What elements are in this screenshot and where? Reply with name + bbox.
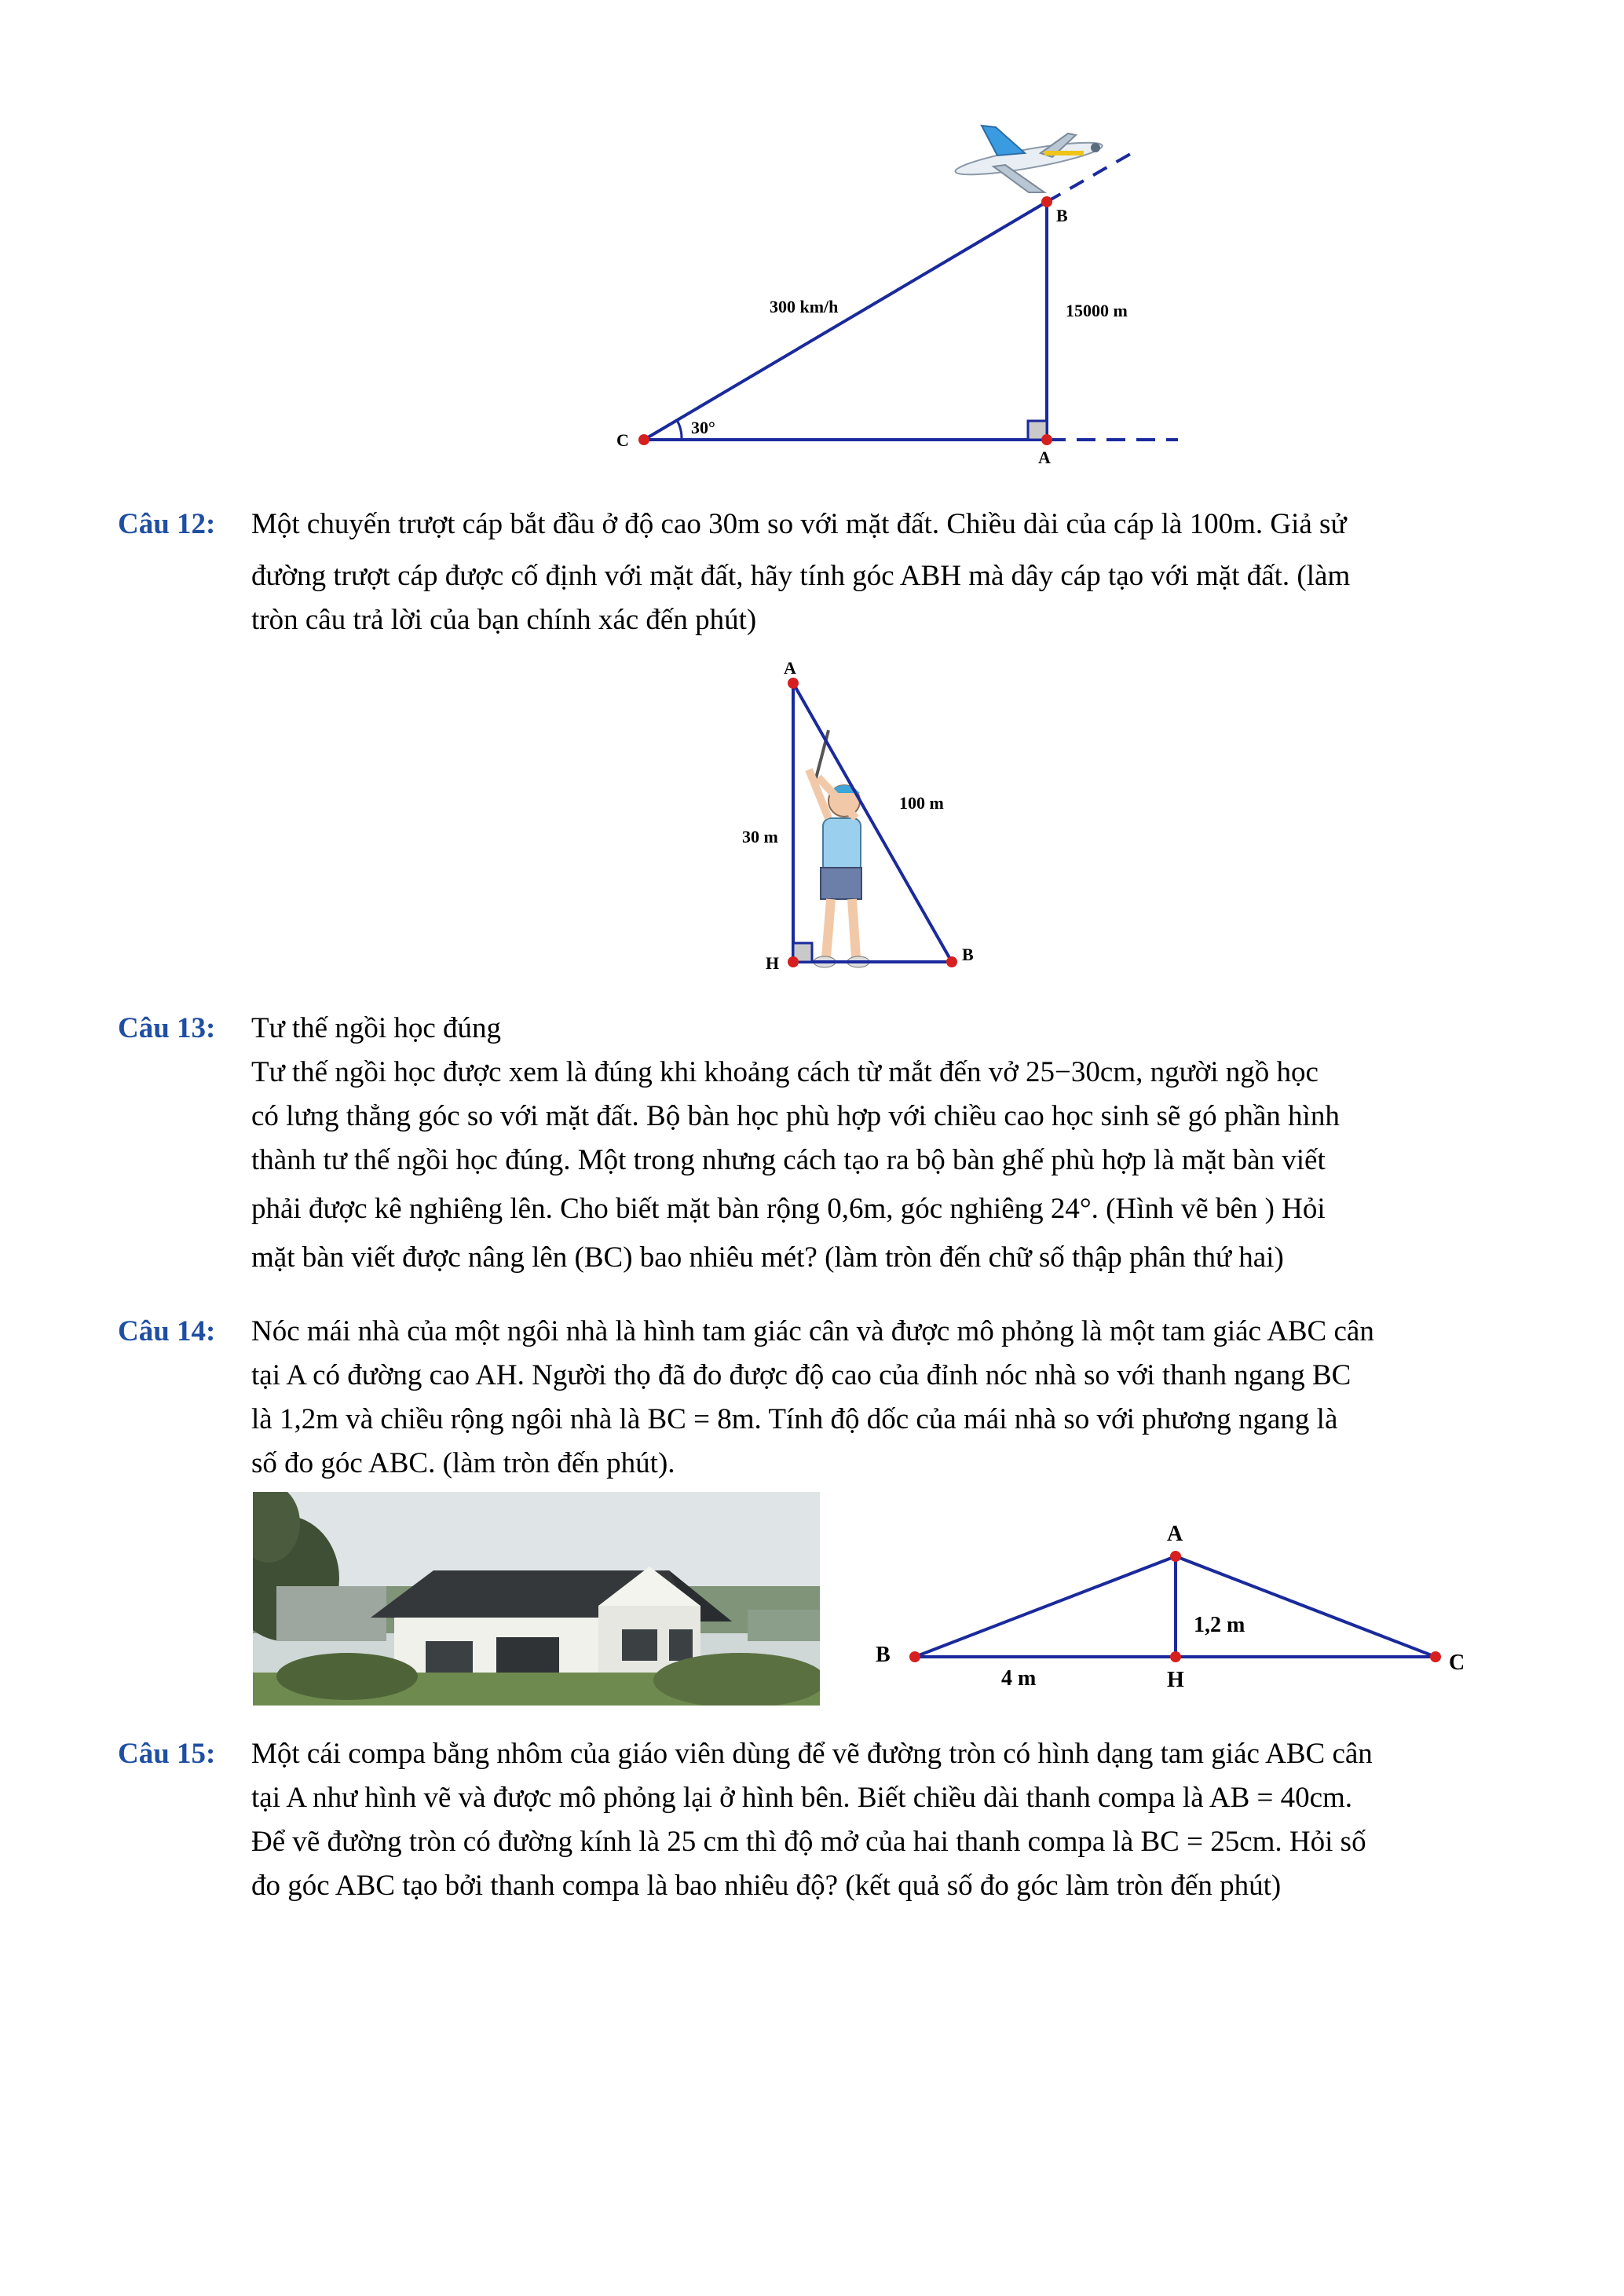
point-b-label: B [876,1643,891,1667]
zipline-triangle-figure [730,652,1029,982]
side-ah-label: 30 m [742,827,778,846]
point-b-label: B [962,945,974,964]
point-h-label: H [766,953,780,973]
point-a-label: A [1038,448,1051,467]
question-14 [118,1310,1523,1498]
question-13-line: Tư thế ngồi học được xem là đúng khi khoảng cách từ mắt đến vở 25−30cm, người ngồ học [251,1056,1319,1088]
point-a-label: A [784,658,796,678]
question-12-line: đường trượt cáp được cố định với mặt đất, hãy tính góc ABH mà dây cáp tạo với mặt đất. (làm [251,560,1351,592]
roof-triangle-figure [864,1515,1492,1712]
point-c-label: C [616,430,629,450]
question-13-line: thành tư thế ngồi học đúng. Một trong nhưng cách tạo ra bộ bàn ghế phù hợp là mặt bàn viết [251,1144,1326,1176]
question-14-line: số đo góc ABC. (làm tròn đến phút). [251,1447,675,1479]
question-15-line: tại A như hình vẽ và được mô phỏng lại ở hình bên. Biết chiều dài thanh compa là AB = 40cm. [251,1782,1353,1814]
side-ab-label: 100 m [899,793,944,813]
question-12 [118,503,1523,636]
question-14-line: Nóc mái nhà của một ngôi nhà là hình tam giác cân và được mô phỏng là một tam giác ABC cân [251,1315,1374,1347]
angle-label: 30° [691,418,715,437]
question-15-line: Để vẽ đường tròn có đường kính là 25 cm thì độ mở của hai thanh compa là BC = 25cm. Hỏi số [251,1826,1366,1858]
question-13-line: có lưng thẳng góc so với mặt đất. Bộ bàn học phù hợp với chiều cao học sinh sẽ gó phần hình [251,1100,1340,1132]
house-photo [253,1492,820,1706]
question-13 [118,1007,1523,1305]
question-13-line: mặt bàn viết được nâng lên (BC) bao nhiêu mét? (làm tròn đến chữ số thập phân thứ hai) [251,1241,1284,1274]
question-13-label: Câu 13: [118,1012,216,1044]
point-h-label: H [1167,1668,1184,1692]
question-13-text [251,1007,1523,1280]
point-a-label: A [1167,1522,1183,1546]
question-12-line: tròn câu trả lời của bạn chính xác đến phút) [251,604,757,636]
question-14-label: Câu 14: [118,1315,216,1347]
point-b-label: B [1056,206,1068,225]
question-15-line: đo góc ABC tạo bởi thanh compa là bao nhiêu độ? (kết quả số đo góc làm tròn đến phút) [251,1870,1282,1902]
question-13-line: Tư thế ngồi học đúng [251,1012,502,1044]
question-12-text [251,503,1523,642]
question-14-text [251,1310,1523,1486]
question-15-label: Câu 15: [118,1738,216,1770]
question-15-line: Một cái compa bằng nhôm của giáo viên dùng để vẽ đường tròn có hình dạng tam giác ABC cân [251,1738,1373,1770]
height-label: 15000 m [1066,301,1128,320]
question-13-line: phải được kê nghiêng lên. Cho biết mặt bàn rộng 0,6m, góc nghiêng 24°. (Hình vẽ bên ) Hỏi [251,1193,1326,1225]
point-c-label: C [1449,1651,1465,1675]
side-ah-label: 1,2 m [1194,1613,1245,1637]
question-12-line: Một chuyến trượt cáp bắt đầu ở độ cao 30m so với mặt đất. Chiều dài của cáp là 100m. Giả sử [251,508,1347,540]
speed-label: 300 km/h [770,297,839,316]
airplane-triangle-figure [597,110,1194,479]
question-14-line: tại A có đường cao AH. Người thọ đã đo được độ cao của đỉnh nóc nhà so với thanh ngang BC [251,1359,1352,1391]
side-bh-label: 4 m [1001,1666,1037,1691]
question-14-line: là 1,2m và chiều rộng ngôi nhà là BC = 8m. Tính độ dốc của mái nhà so với phương ngang là [251,1403,1338,1435]
question-12-label: Câu 12: [118,508,216,540]
question-15-text [251,1732,1523,1908]
question-15 [118,1732,1523,1921]
